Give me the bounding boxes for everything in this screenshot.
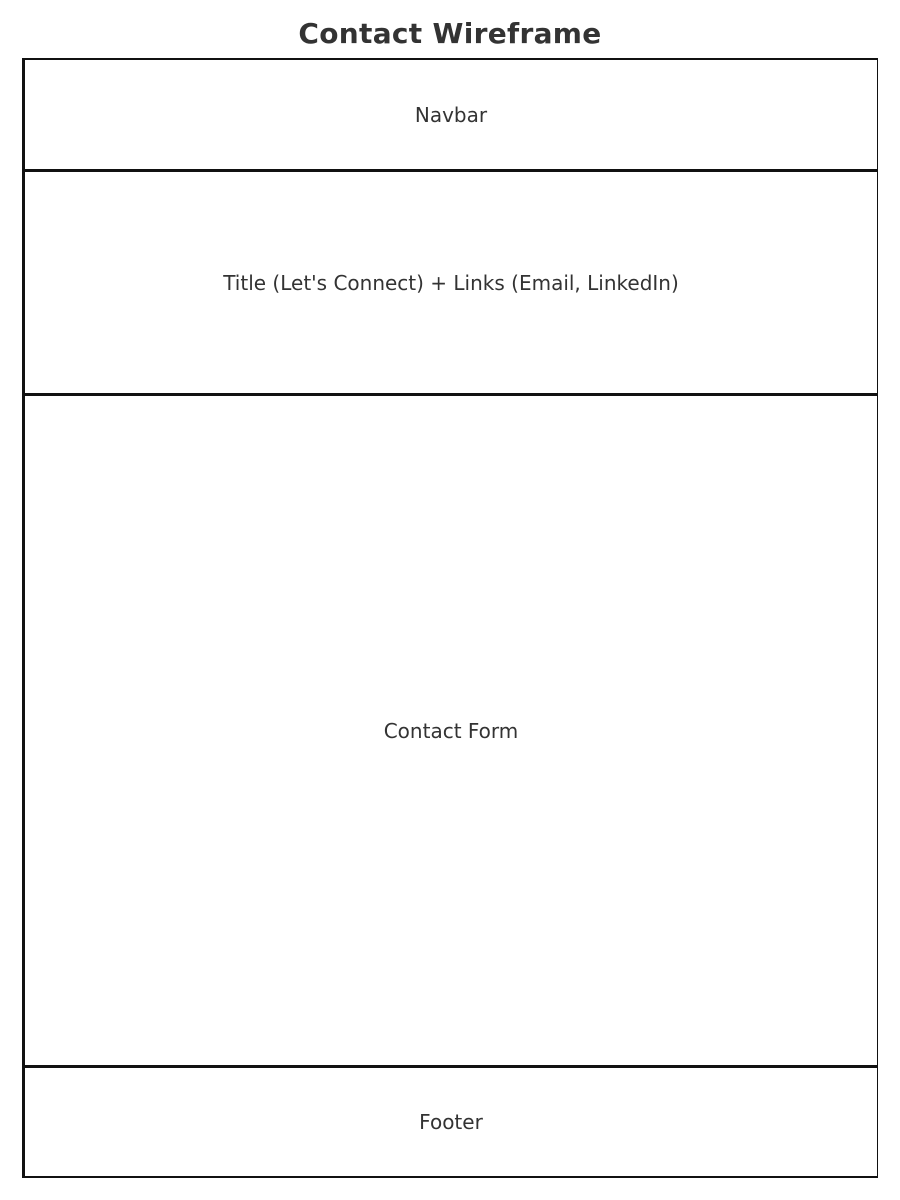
navbar-label: Navbar [414,103,488,127]
footer-section [25,1068,877,1176]
diagram-title: Contact Wireframe [298,17,602,50]
footer-label: Footer [419,1110,483,1134]
title-links-section [25,172,877,393]
frame-right-border [877,58,878,1178]
navbar-section [25,60,877,170]
wireframe-frame [22,58,878,1178]
frame-bottom-border [22,1176,878,1178]
contact-form-section [25,396,877,1065]
title-links-label: Title (Let's Connect) + Links (Email, LinkedIn) [223,270,679,295]
contact-form-label: Contact Form [383,718,519,743]
